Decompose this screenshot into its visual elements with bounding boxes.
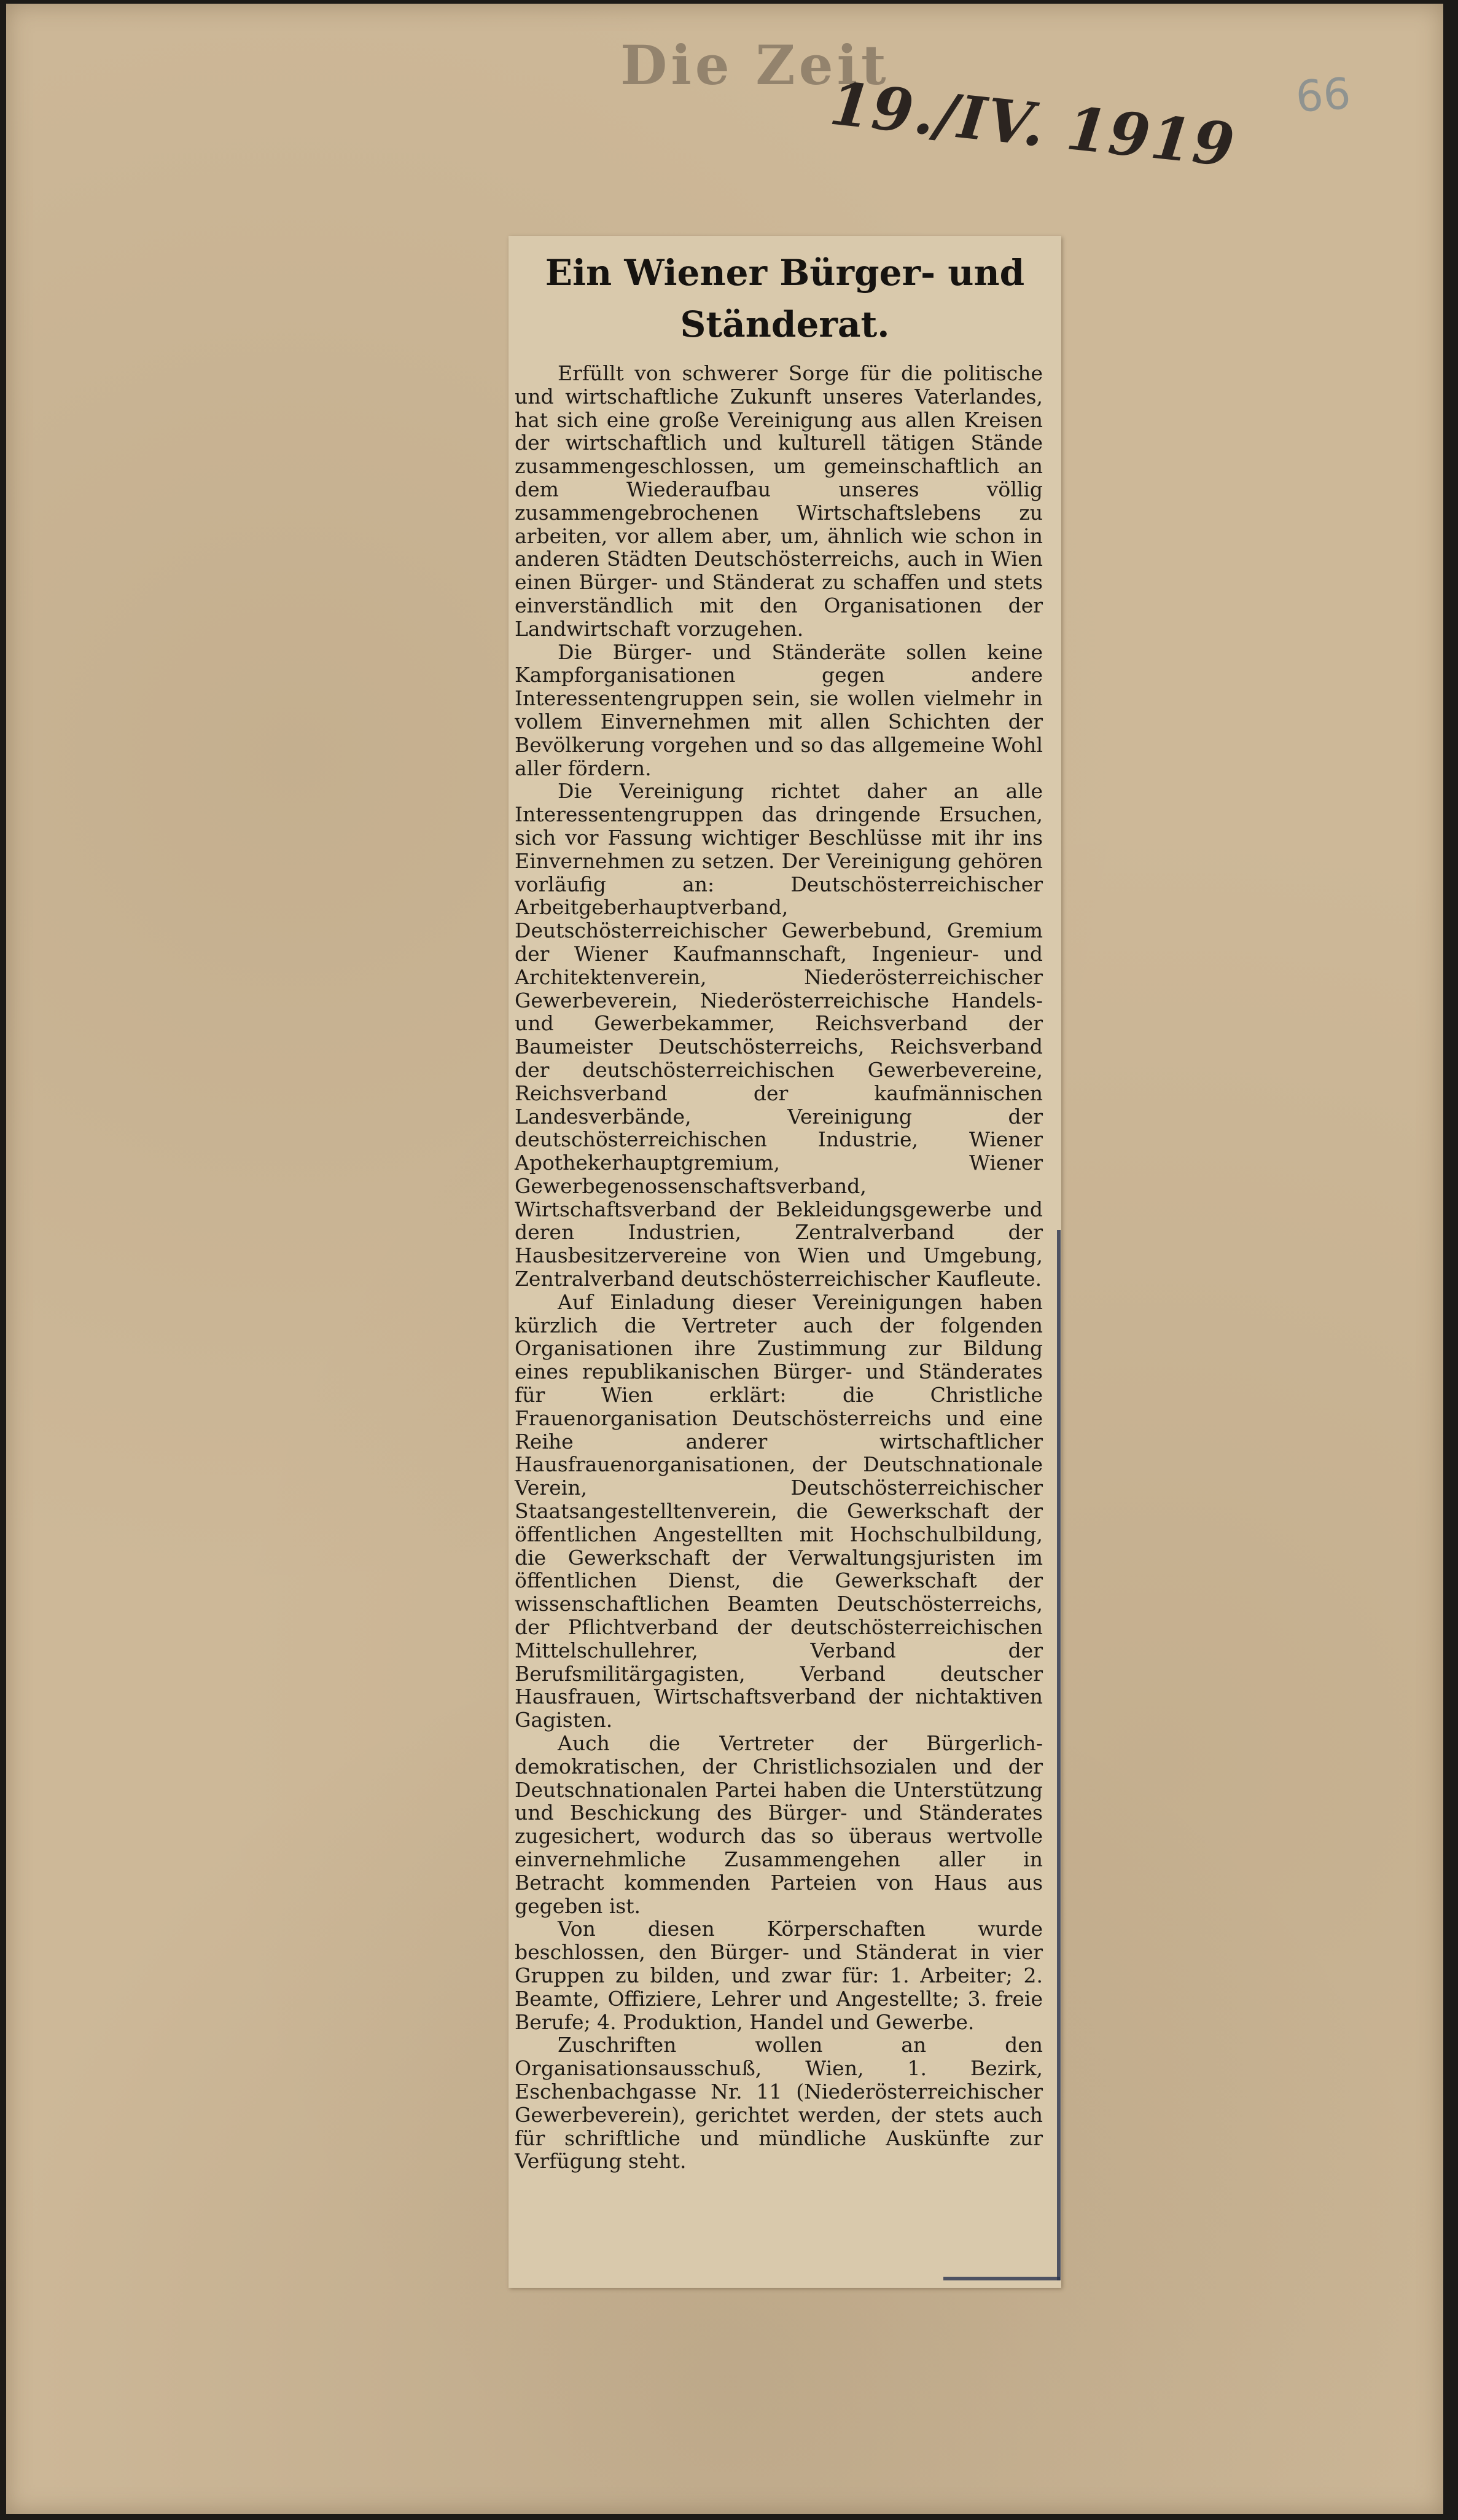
archive-sheet xyxy=(6,4,1443,2514)
article-paragraph: Die Bürger- und Ständeräte sollen keine Kampforganisationen gegen andere Interessentengruppen sein, sie wollen vielmehr in vollem Einvernehmen mit allen Schichten der Bevölkerung vorgehen und so das allgemeine Wohl aller fördern. xyxy=(515,640,1043,780)
article-paragraph: Auf Einladung dieser Vereinigungen haben kürzlich die Vertreter auch der folgenden Organisationen ihre Zustimmung zur Bildung eines republikanischen Bürger- und Ständerates für Wien erklärt: die Christliche Frauenorganisation Deutschösterreichs und eine Reihe anderer wirtschaftlicher Hausfrauenorganisationen, der Deutschnationale Verein, Deutschösterreichischer Staatsangestelltenverein, die Gewerkschaft der öffentlichen Angestellten mit Hochschulbildung, die Gewerkschaft der Verwaltungsjuristen im öffentlichen Dienst, die Gewerkschaft der wissenschaftlichen Beamten Deutschösterreichs, der Pflichtverband der deutschösterreichischen Mittelschullehrer, Verband der Berufsmilitärgagisten, Verband deutscher Hausfrauen, Wirtschaftsverband der nichtaktiven Gagisten. xyxy=(515,1289,1043,1732)
newspaper-clipping xyxy=(509,236,1061,2288)
article-paragraph: Die Vereinigung richtet daher an alle Interessentengruppen das dringende Ersuchen, sich vor Fassung wichtiger Beschlüsse mit ihr ins Einvernehmen zu setzen. Der Vereinigung gehören vorläufig an: Deutschösterreichischer Arbeitgeberhauptverband, Deutschösterreichischer Gewerbebund, Gremium der Wiener Kaufmannschaft, Ingenieur- und Architektenverein, Niederösterreichischer Gewerbeverein, Niederösterreichische Handels- und Gewerbekammer, Reichsverband der Baumeister Deutschösterreichs, Reichsverband der deutschösterreichischen Gewerbevereine, Reichsverband der kaufmännischen Landesverbände, Vereinigung der deutschösterreichischen Industrie, Wiener Apothekerhauptgremium, Wiener Gewerbegenossenschaftsverband, Wirtschaftsverband der Bekleidungsgewerbe und deren Industrien, Zentralverband der Hausbesitzervereine von Wien und Umgebung, Zentralverband deutschösterreichischer Kaufleute. xyxy=(515,779,1043,1291)
article-body xyxy=(515,362,1043,2173)
article-paragraph: Auch die Vertreter der Bürgerlich-demokratischen, der Christlichsozialen und der Deutschnationalen Partei haben die Unterstützung und Beschickung des Bürger- und Ständerates zugesichert, wodurch das so überaus wertvolle einvernehmliche Zusammengehen aller in Betracht kommenden Parteien von Haus aus gegeben ist. xyxy=(515,1731,1043,1918)
article-paragraph: Erfüllt von schwerer Sorge für die politische und wirtschaftliche Zukunft unseres Vaterlandes, hat sich eine große Vereinigung aus allen Kreisen der wirtschaftlich und kulturell tätigen Stände zusammengeschlossen, um gemeinschaftlich an dem Wiederaufbau unseres völlig zusammengebrochenen Wirtschaftslebens zu arbeiten, vor allem aber, um, ähnlich wie schon in anderen Städten Deutschösterreichs, auch in Wien einen Bürger- und Ständerat zu schaffen und stets einverständlich mit den Organisationen der Landwirtschaft vorzugehen. xyxy=(515,361,1043,641)
handwritten-date: 19./IV. 1919 xyxy=(826,68,1239,181)
pencil-mark-horizontal xyxy=(943,2277,1060,2280)
pencil-mark-vertical xyxy=(1057,1230,1061,2280)
article-title: Ein Wiener Bürger- und Ständerat. xyxy=(545,252,1025,345)
newspaper-stamp: Die Zeit xyxy=(620,33,890,97)
page-number: 66 xyxy=(1294,68,1352,123)
article-paragraph: Von diesen Körperschaften wurde beschlossen, den Bürger- und Ständerat in vier Gruppen zu bilden, und zwar für: 1. Arbeiter; 2. Beamte, Offiziere, Lehrer und Angestellte; 3. freie Berufe; 4. Produktion, Handel und Gewerbe. xyxy=(515,1917,1043,2034)
article-paragraph: Zuschriften wollen an den Organisationsausschuß, Wien, 1. Bezirk, Eschenbachgasse Nr. 11 (Niederösterreichischer Gewerbeverein), gerichtet werden, der stets auch für schriftliche und mündliche Auskünfte zur Verfügung steht. xyxy=(515,2033,1043,2174)
